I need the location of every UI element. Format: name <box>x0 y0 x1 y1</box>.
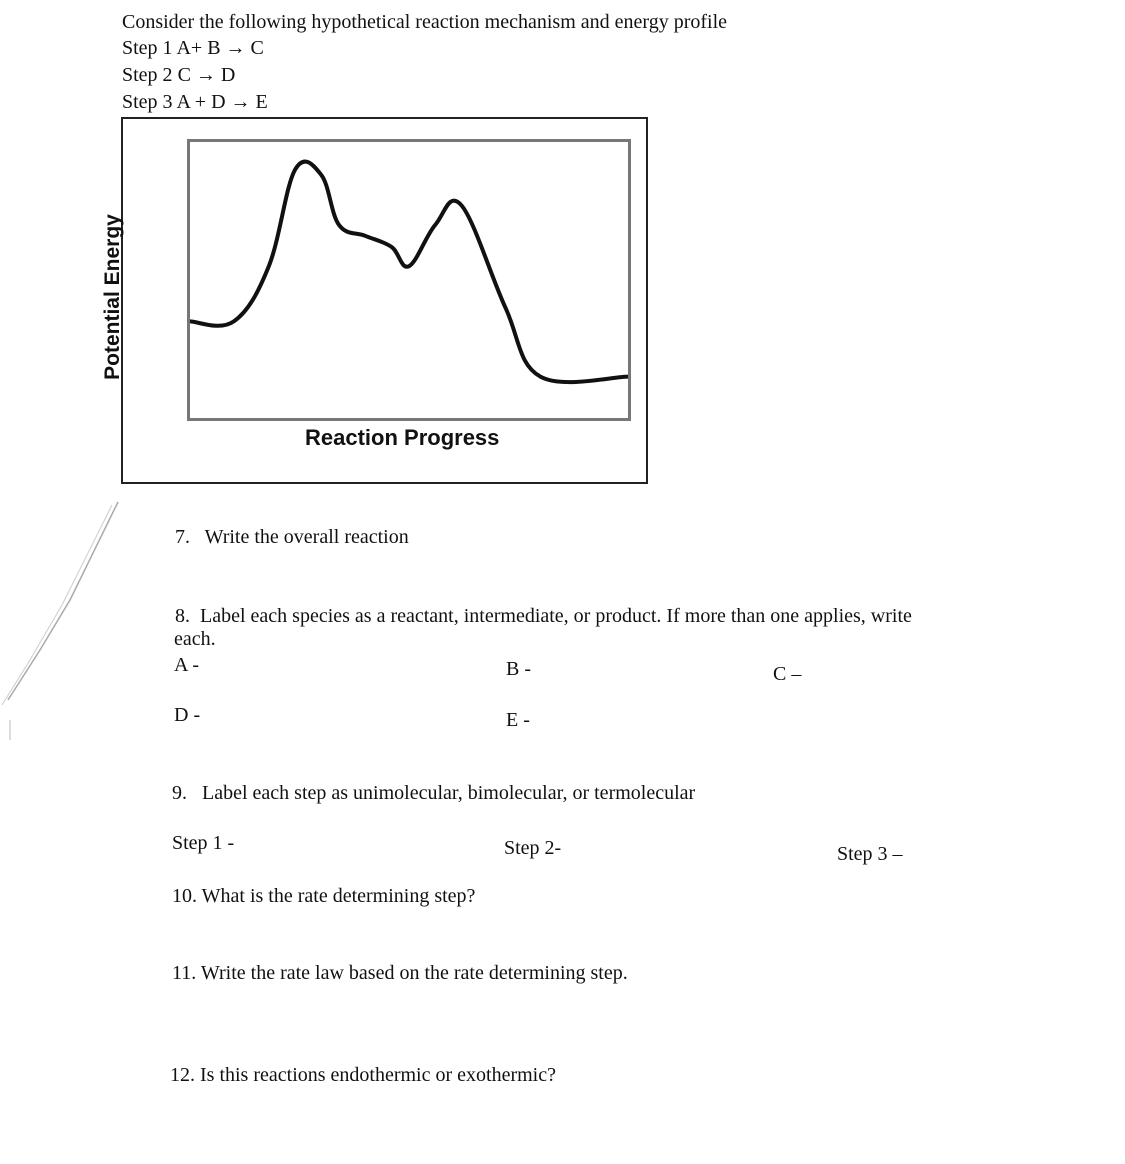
question-8-continued: each. <box>174 628 216 650</box>
question-text: Label each species as a reactant, intermediate, or product. If more than one applies, write <box>200 605 912 627</box>
energy-curve <box>190 162 628 383</box>
question-number: 7. <box>175 526 190 548</box>
mechanism-step-3 <box>122 90 268 114</box>
question-number: 12. <box>170 1064 195 1086</box>
question-number: 10. <box>172 885 197 907</box>
label-b: B - <box>506 658 531 680</box>
y-axis-label-wrap <box>100 179 169 419</box>
question-number: 11. <box>172 962 197 984</box>
pencil-mark <box>0 0 130 760</box>
step-reaction: C → D <box>177 64 236 86</box>
question-number: 8. <box>175 605 190 627</box>
intro-heading: Consider the following hypothetical reaction mechanism and energy profile <box>122 11 728 33</box>
step-reaction: A+ B → C <box>176 37 264 59</box>
label-step-1: Step 1 - <box>172 832 235 854</box>
question-text: Write the rate law based on the rate determining step. <box>200 962 628 984</box>
y-axis-label: Potential Energy <box>100 214 124 380</box>
question-text: Is this reactions endothermic or exothermic? <box>200 1064 556 1086</box>
step-label: Step 2 <box>122 64 173 86</box>
step-label: Step 1 <box>122 37 173 59</box>
question-text: What is the rate determining step? <box>201 885 476 907</box>
label-e: E - <box>506 709 530 731</box>
question-8 <box>175 604 912 628</box>
energy-profile-chart <box>100 117 648 484</box>
step-label: Step 3 <box>122 91 173 113</box>
label-d: D - <box>174 704 201 726</box>
mechanism-step-2 <box>122 63 235 87</box>
step-reaction: A + D → E <box>176 91 268 113</box>
label-step-3: Step 3 – <box>837 843 903 865</box>
label-a: A - <box>174 654 199 676</box>
question-7 <box>175 525 409 549</box>
label-step-2: Step 2- <box>504 837 562 859</box>
question-11 <box>172 961 628 985</box>
label-c: C – <box>773 663 802 685</box>
question-number: 9. <box>172 782 187 804</box>
question-text: Write the overall reaction <box>204 526 409 548</box>
question-10 <box>172 884 475 908</box>
mechanism-step-1 <box>122 36 264 60</box>
question-9 <box>172 781 695 805</box>
question-12 <box>170 1063 556 1087</box>
plot-area <box>187 139 631 421</box>
x-axis-label: Reaction Progress <box>305 425 500 450</box>
energy-curve-svg <box>190 142 628 418</box>
question-text: Label each step as unimolecular, bimolecular, or termolecular <box>202 782 696 804</box>
